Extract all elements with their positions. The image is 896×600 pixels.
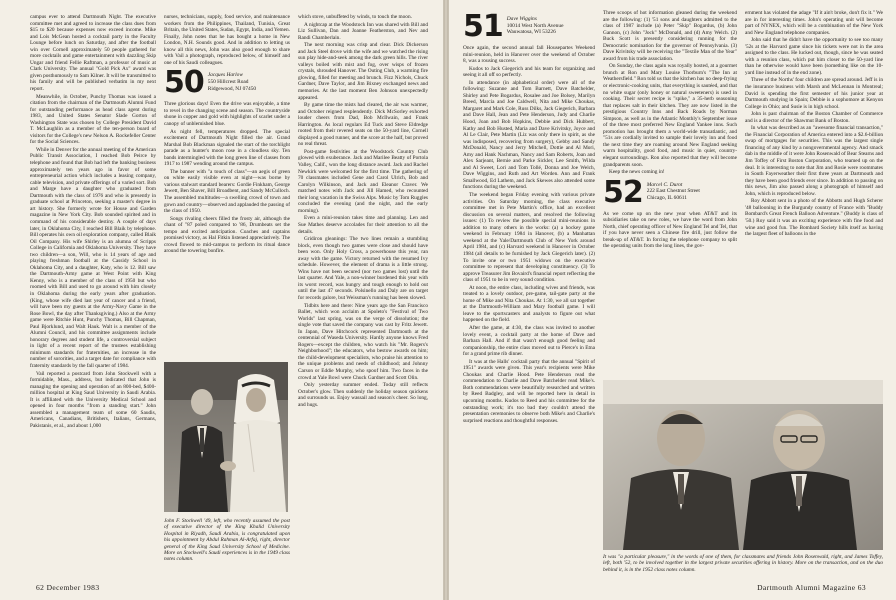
paragraph: The banner with "a touch of class"—an aegis of green on white easily visible even at night—was borne by various stalwart standard bearers: Gordie Finkham, George Jewett, Ben Shaver, Bill Broadbent, and Sandy McCulloch. The assembled multitudes—a swelling crowd of town and gown and country—observed and applauded the passing of the class of 1950. (164, 168, 290, 215)
paragraph: A nightcap at the Woodstock Inn was shared with Bill and Liz Sullivan, Dan and Joanne Featherston, and Nev and Randi Chamberlain. (298, 21, 428, 41)
class-number: 52 (603, 174, 643, 210)
class-number: 50 (164, 65, 204, 101)
paragraph: While in Denver for the annual meeting of the American Public Transit Association, I reached Bob Peirce by telephone and found that Bob had left the banking business approximately ten years ago in favor of some entrepreneurial action which includes a leasing company, cable television, and private offerings of a varied sort. Bob and Marge have a daughter who graduated from Dartmouth with the class of 1976 and who is presently in graduate school at Princeton, seeking a master's degree in art history. She formerly wrote for House and Garden magazine in New York City. Bob sounded spirited and in command of his considerable destiny. A couple of days later, in Oklahoma City, I reached Bill Blaik by telephone. Bill operates his own oil exploration company, called Blaik Oil Company. His wife Shirley is an alumna of Scripps College in California and Oklahoma University. They have two children—a son, Will, who is 14 years of age and playing freshman football at the Cassidy School in Oklahoma City, and a daughter, Katy, who is 12. Bill saw the Dartmouth-Army game at West Point with King Kenny, who is a member of the class of 1950 but who roomed with Bill and used to go around with him closely in Oklahoma during the early years after graduation. (King, whose wife died last year of cancer and a friend, will have been my guests at the Army-Navy Game in the Rose Bowl, the day after Thanksgiving.) Also at the Army game were Ritchie Hunt, Punchy Thomas, Bill Chapman, Paul Bjorklund, and Walt Hauk. Walt is a member of the Alumni Council, and his committee assignments include honorary degrees and student life, a controversial subject in light of a recent report of the trustees establishing minimum standards for fraternities, an increase in the number of sororities, and a target date for compliance with fraternity standards by the fall quarter of 1984. (30, 146, 156, 369)
right-photo-caption (603, 554, 883, 584)
paragraph: Three of the Norths' four children are spread around. Jeff is in the insurance business with Marsh and McLennan in Montreal; David is spending the first semester of his junior year at Dartmouth studying in Spain; Debbie is a sophomore at Kenyon College in Ohio; and Susie is in high school. (745, 77, 883, 110)
paragraph: John said that he didn't have the opportunity to see too many '52s at the Harvard game since his tickets were not in the area assigned to the class. He lucked out, though, since he was seated with a reunion class, which put him closer to the 50-yard line than he otherwise would have been (something like on the 10-yard line instead of in the end zone). (745, 37, 883, 76)
paragraph: Three scoops of hot information gleaned during the weekend are the following: (1) '51 sons and daughters admitted to the class of 1987 include (a) Peter "Skip" Bogardus, (b) John Gannon, (c) John "Jock" McDonald, and (d) Amy Welch. (2) Buck Scott is presently considering running for the Democratic nomination for the governor of Pennsylvania. (3) Dave Krivitsky will be receiving the "Textile Man of the Year" award from his trade association. (603, 10, 737, 62)
left-column-3 (298, 14, 428, 586)
paragraph: Even a mini-reunion takes time and planning. Len and Sue Mathes deserve accolades for their attention to all the details. (298, 215, 428, 235)
class-header-51 (463, 10, 595, 44)
class-secretary-address (647, 180, 700, 202)
paragraph: which stove, unbuffeted by winds, to touch the moon. (298, 14, 412, 20)
photo-rosenwald-and-toffey (603, 380, 883, 550)
caption-text: It was "a particular pleasure," in the words of one of them, for classmates and friends John Rosenwald, right, and James Toffey, left, both '52, to be involved together in the largest private securities offering in history. More on the transaction, and on the duo behind it, is in the 1952 class notes column. (603, 554, 883, 573)
paragraph: Three glorious days! Even the drive was enjoyable, a time to revel in the changing scene and season. The countryside shone in copper and gold with highlights of scarlet under a canopy of unblemished blue. (164, 101, 290, 128)
paragraph: campus ever to attend Dartmouth Night. The executive committee met and agreed to increase the class dues from $15 to $20 because expenses now exceed income. Mike and Lois McGean hosted a cocktail party in the Faculty Lounge before lunch on Saturday, and after the football win over Cornell approximately 50 people gathered for more cocktails and game entertainment with dazzling Skip Ungar and friend Fellie Raftman, a professor of music at Clark University. The annual "Gold Pick Ax" award was given posthumously to Sam Kilner. It will be transmitted to his family and will be published verbatim in my next report. (30, 14, 156, 93)
paragraph: Gridiron gleanings: The two lines remain a stumbling block, even though two games were close and should have been won. Only Holy Cross, a powerhouse this year, ran away with the game. Victory returned with the resumed Ivy schedule. However, the element of drama is a little strong. Wins have not been secured (nor two games lost) until the last quarter. And Yale, a non-winner burdened this year with its worst record, was hungry and tough enough to hold out until the last 47 seconds. Polsinello and Daly are on target for records galore, but Weissman's running has been slowed. (298, 236, 428, 301)
right-page (448, 0, 896, 600)
paragraph: nurses, technicians, supply, food service, and maintenance workers from the Philippines, Thailand, Tunisia, Great Britain, the United States, Sudan, Egypt, India, and Yemen. Finally, John notes that he has bought a home in New London, N.H. Sounds good. And in addition to letting us know all this news, John was also good enough to share with Vail a photograph, reproduced below, of himself and one of his Saudi colleagues. (164, 14, 290, 66)
photo-stockwell-and-colleague (164, 362, 288, 512)
secretary-city: Wauwatosa, WI 53226 (506, 29, 556, 36)
secretary-city: Ridgewood, NJ 07450 (207, 85, 257, 92)
paragraph: Vail reported a postcard from John Stockwell with a formidable, Mass., address, but indicated that John is managing the opening and operation of an 800-bed, $400-million hospital at King Saud University in Saudi Arabia. It is affiliated with the University Medical School and opened in four months "from a standing start." John assembled a management team of some 60 Saudis, Americans, Canadians, Britishers, Italians, Germans, Pakistanis, et al., and about 1,000 (30, 370, 156, 429)
left-page-folio: 62 December 1983 (36, 583, 100, 592)
paragraph: Kudos to Jack Giegerich and his team for organizing and seeing it all off so perfectly. (463, 65, 595, 79)
paragraph: ernment has violated the adage "If it ain't broke, don't fix it." We are in for interesting times. John's operating unit will become part of NYNEX, which will be a combination of the New York and New England telephone companies. (745, 10, 883, 36)
secretary-street: 222 East Chestnut Street (646, 188, 700, 195)
paragraph: In attendance (in alphabetical order) were all of the following: Suzanne and Tom Barnett, Dave Batchelder, Shirley and Pete Bogardus, Rosalee and Joe Bolsey, Marilyn Breed, Marcia and Joe Caldwell, Nita and Mike Choukas, Margaret and Mark Cole, Russ Dilks, Jack Giegerich, Barbara and Dave Hall, Jean and Pete Henderson, Judy and Charlie Hood, Joan and Bob Hopkins, Debbie and Dick Hubbert, Kathy and Bob Husted, Maria and Dave Krivitsky, Joyce and Al Le Clair, Pete Martin (Liz was only there in spirit, as she was indisposed, recovering from surgery), Gebby and Sandy McDonald, Nancy and Jerry Mitchell, Dottie and Al Mori, Amy and Hank Nachman, Nancy and Sam Roberts, Joan and Alex Sarjeant, Bernie and Parke Sickler, Lee Smith, Wilda and Al Sweet, Lori and Tom Tollé, Donna and Joe Welch, Dave Wiggins, and Ruth and Art Worden. Ann and Frank Smallwood, Ed Lathem, and Jack Skewes also attended some functions during the weekend. (463, 79, 595, 191)
paragraph: It was at the Halls' cocktail party that the annual "Spirit of 1951" awards were given. This year's recipients were Mike Choukas and Charlie Hood. Pete Henderson read the commendation to Charlie and Dave Batchelder read Mike's. Both commendations were beautifully researched and written by Reed Badgley, and will be reported here in detail in upcoming months. Kudos to Reed and his committee for the outstanding work; it's too bad they couldn't attend the presentation ceremonies to observe both Mike's and Charlie's surprised reactions and thoughtful responses. (463, 358, 595, 424)
paragraph: The next morning was crisp and clear. Dick Dickerson and Jack Steel drove with the wife and we watched the rising sun play hide-and-seek among the dark green hills. The river valleys boiled with mist and fog, over wisps of frozen crystals, shrouded Hanover. The Outing Club, a warming fire glowing, filled for meeting and brunch. Fizz Nichols, Chuck Gardner, Dave Taylor, and Jim Bixney exchanged news and memories. At the last moment Ben Johnson unexpectedly appeared. (298, 42, 428, 101)
caption-text: John F. Stockwell '49, left, who recently assumed the post of executive director of the King Khalid University Hospital in Riyadh, Saudi Arabia, is congratulated upon his appointment by Abdul Rahman Al-Arfaj, right, director general of the King Saud University School of Medicine. More on Stockwell's Saudi experiences is in the 1949 class notes column. (164, 518, 290, 563)
secretary-city: Chicago, IL 60611 (646, 194, 687, 201)
right-page-folio: Dartmouth Alumni Magazine 63 (757, 583, 866, 592)
photo-rosenwald-toffey-illustration (603, 380, 883, 550)
secretary-street: 550 Hillcrest Road (207, 78, 249, 85)
paragraph: After the game, at 4:30, the class was invited to another lovely event, a cocktail party at the home of Dave and Barbara Hall. And if that wasn't enough good feeling and companionship, the entire class moved out to Pierce's in Etna for a grand prime rib dinner. (463, 324, 595, 358)
paragraph: The weekend began Friday evening with various private activities. On Saturday morning, the class executive committee met in Pete Martin's office, had an excellent discussion on several matters, and resolved the following issues: (1) To review the possible special mini-reunions in addition to many others in the works: (a) a hockey game weekend in February 1984 in Hanover, (b) a Manhattan weekend at the Yale/Dartmouth Club of New York around April 1984, and (c) Harvard weekend in Hanover in October 1984 (all details to be furnished by Jack Giegerich later). (2) To invite one or two 1951 widows on the executive committee to represent that developing constituency. (3) To approve Treasurer Jim Bovaird's financial report reflecting the class of 1951 to be in very sound condition. (463, 192, 595, 284)
secretary-name: Jacques Harlow (207, 72, 243, 79)
paragraph: Roy Abbott sent in a photo of the Abbotts and Hugh Scherer '48 ballooning in the Burgundy country of France with "Buddy Bombard's Great French Balloon Adventure." (Buddy is class of '50.) Roy said it was an exciting experience with fine food and wine and good fun. The Bombard Society hills itself as having the largest fleet of balloons in the (745, 198, 883, 238)
class-header-50 (164, 65, 290, 101)
class-header-52 (603, 174, 737, 210)
paragraph: At noon, the entire class, including wives and friends, was treated to a lovely outdoor, pre-game, tail-gate party at the home of Mike and Nita Choukas. At 1:30, we all sat together at the Dartmouth-William and Mary football game. I will leave to the sportscasters and analysts to figure out what happened on the field. (463, 284, 595, 324)
paragraph: On Sunday, the class again was royally hosted, at a gourmet brunch at Ron and Mary Louise Thorburn's "The Inn at Weathersfield." Ron told us that the kitchen has no deep-frying or electronic-cooking units, that everything is sautéed, and that no white sugar (only honey or natural sweeteners) is used in cooking. Their secret recipe is "spike," a 35-herb seasoning that replaces salt in their kitchen. They are now listed in the prestigious Country Inns and Back Roads by Norman Simpson, as well as in the Atlantic Monthly's September issue of the three most preferred New England Yankee inns. Such promotion has brought them a world-wide transatlantic, and "51s are cordially invited to sample their lovely inn and food the next time they are roaming around New England seeking warm hospitality, good food, and music in quiet, country-elegant surroundings. Ron also reported that they will become grandparents soon. (603, 63, 737, 168)
paragraph: Tidbits here and there: Nine years ago the San Francisco Ballet, which won acclaim at Spoleto's "Festival of Two Worlds" last spring, was on the verge of dissolution; the single vote that saved the company was cast by Fritz Jewett. In Japan, Dave Hitchcock represented Dartmouth at the centennial of Waseda University. Hardly anyone knows Fred Rogers—except the children, who watch his "Mr. Rogers's Neighborhood"; the educators, who bestow awards on him; the child-development specialists, who praise his attention to the unique problems and needs of childhood; and Johnny Carson or Eddie Murphy, who spoof him. Two faces in the crowd at Yale Bowl were Chuck Gardner and Scott Olin. (298, 302, 428, 381)
photo-stockwell-illustration (164, 362, 288, 512)
paragraph: Post-game festivities at the Woodstock Country Club glowed with exuberance. Jack and Marilee Beatty of Portola Valley, Calif., won the long distance award. Jack and Rachel Newkirk were welcomed for the first time. The gathering of 70 classmates included Gene and Carol Ulrich, Bob and Carolyn Wilkinson, and Jack and Eleanor Craver. We matched notes with Jack and Jill Hamed, who recounted their long vacation in the Swiss Alps. Music by Tom Ruggles concluded the evening (and the night, and the early morning). (298, 148, 428, 214)
class-secretary-address (208, 70, 256, 92)
paragraph: Songs rivaling cheers filled the frosty air, although the chant of "87 poled compared to '86, Drumbeats set the tempo and excited anticipation. Coaches and captains promised victory, as Hal Fitkin listened appreciatively. The crowd flowed to mid-campus to perform its ritual dance around the towering bonfire. (164, 215, 290, 255)
class-secretary-address (507, 14, 564, 36)
secretary-name: Dave Wiggins (506, 16, 537, 22)
paragraph: Meanwhile, in October, Punchy Thomas was issued a citation from the chairman of the Dartmouth Alumni Fund for outstanding performance as head class agent during 1983, and United States Senator Slade Gorton of Washington State was chosen by College President David T. McLaughlin as a member of the ten-person board of visitors for the College's new Nelson A. Rockefeller Center for the Social Sciences. (30, 93, 156, 146)
paragraph: As night fell, temperatures dropped. The special excitement of Dartmouth Night filled the air. Grand Marshal Bob Blackman signaled the start of the torchlight parade as a hunter's moon rose in a cloudless sky. Ten bands intermingled with the long green line of classes from 1917 to 1987 wending around the campus. (164, 128, 290, 168)
paragraph: John is past chairman of the Boston Chamber of Commerce and is a director of the Shawmut Bank of Boston. (745, 111, 883, 124)
paragraph: By game time the mists had cleared, the air was warmer, and October reigned resplendently. Dick McSorley exhorted louder cheers from Dad, Bob McIlwain, and Frank Harrington. As local regulars Ed Tuck and Steve Eldredge rooted from their revered seats on the 50-yard line, Cornell displayed a good runner, and the score at the half, but proved no real threat. (298, 102, 428, 148)
left-column-1 (30, 14, 156, 586)
secretary-name: Marcel C. Durot (646, 181, 683, 188)
secretary-street: 10014 West North Avenue (506, 22, 564, 29)
right-column-1 (463, 10, 595, 588)
paragraph: As we come up on the new year when AT&T and its subsidiaries take on new roles, we have the word from John North, chief operating officer of New England Tel and Tel, that if you have never seen a Chinese fire drill, just follow the break-up of AT&T. In forcing the telephone company to split the operating units from the long lines, the gov- (603, 210, 737, 250)
left-page (0, 0, 444, 600)
right-column-3 (745, 10, 883, 388)
paragraph: In what was described as an "awesome financial transaction," the Financial Corporation of America entered into a $2.6-billion swap of mortgages for securities. This was the largest single financing of any kind by a nongovernmental agency. And smack dab in the middle of it were John Rosenwald of Bear Stearns and Jim Toffey of First Boston Corporation, who teamed up on the deal. It is interesting to note that Jim and Rosie were roommates in South Fayerweather their first three years at Dartmouth and they have been good friends ever since. In addition to passing on this news, Jim also passed along a photograph of himself and John, which is reproduced below. (745, 125, 883, 197)
paragraph: Keep the news coming in! (609, 169, 665, 176)
paragraph: Once again, the second annual fall Housepartes Weekend mini-reunion, held in Hanover over the weekend of October 8, was a rousing success. (463, 45, 595, 65)
left-photo-caption (164, 518, 290, 588)
paragraph: Only yesterday summer ended. Today still reflects October's glow. Then suddenly the holiday season quickens and surrounds us. Enjoy wassail and season's cheer. So long, and hugs. (298, 382, 428, 408)
class-number: 51 (463, 10, 503, 44)
